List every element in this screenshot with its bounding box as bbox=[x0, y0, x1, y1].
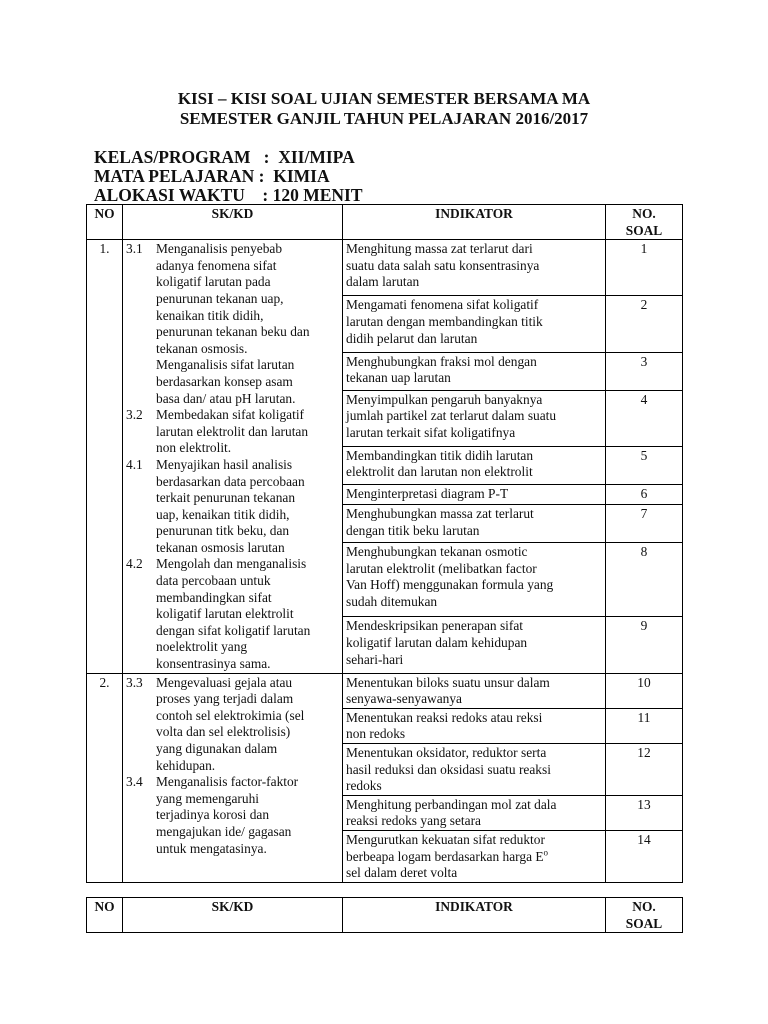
header-skkd: SK/KD bbox=[123, 898, 343, 933]
header-skkd: SK/KD bbox=[123, 205, 343, 240]
document-title: KISI – KISI SOAL UJIAN SEMESTER BERSAMA MA bbox=[177, 89, 591, 108]
kisi-kisi-table-continued bbox=[86, 897, 683, 933]
skkd-text: Mengolah dan menganalisis data percobaan untuk membandingkan sifat koligatif larutan elektrolit dengan sifat koligatif larutan noelektrolit yang konsentrasinya sama. bbox=[156, 556, 311, 672]
skkd-cell bbox=[123, 673, 343, 882]
skkd-number: 4.1 bbox=[126, 456, 143, 472]
header-no: NO bbox=[87, 205, 123, 240]
skkd-cell bbox=[123, 240, 343, 673]
skkd-item bbox=[126, 407, 339, 457]
indikator-cell: Menghitung massa zat terlarut dari suatu data salah satu konsentrasinya dalam larutan bbox=[343, 240, 606, 296]
indikator-cell: Menghitung perbandingan mol zat dala reaksi redoks yang setara bbox=[343, 795, 606, 830]
soal-number: 9 bbox=[606, 617, 683, 673]
table-header-row bbox=[87, 898, 683, 933]
indikator-cell: Menginterpretasi diagram P-T bbox=[343, 484, 606, 504]
soal-number: 4 bbox=[606, 390, 683, 446]
skkd-number: 3.3 bbox=[126, 674, 143, 690]
document-subtitle: SEMESTER GANJIL TAHUN PELAJARAN 2016/2017 bbox=[179, 109, 589, 128]
soal-number: 5 bbox=[606, 446, 683, 484]
table-header-row bbox=[87, 205, 683, 240]
skkd-item bbox=[126, 675, 339, 775]
soal-number: 12 bbox=[606, 744, 683, 796]
skkd-text: Membedakan sifat koligatif larutan elektrolit dan larutan non elektrolit. bbox=[156, 407, 309, 456]
indikator-cell: Menghubungkan fraksi mol dengan tekanan uap larutan bbox=[343, 352, 606, 390]
group-number: 2. bbox=[87, 673, 123, 882]
indikator-cell: Membandingkan titik didih larutan elektrolit dan larutan non elektrolit bbox=[343, 446, 606, 484]
skkd-number: 3.1 bbox=[126, 241, 143, 257]
skkd-number: 4.2 bbox=[126, 556, 143, 572]
soal-number: 1 bbox=[606, 240, 683, 296]
soal-number: 14 bbox=[606, 830, 683, 882]
skkd-item bbox=[126, 556, 339, 672]
indikator-cell: Menyimpulkan pengaruh banyaknya jumlah partikel zat terlarut dalam suatu larutan terkait sifat koligatifnya bbox=[343, 390, 606, 446]
table-row bbox=[87, 673, 683, 708]
indikator-cell: Mendeskripsikan penerapan sifat koligatif larutan dalam kehidupan sehari-hari bbox=[343, 617, 606, 673]
kisi-kisi-table bbox=[86, 204, 683, 883]
soal-number: 8 bbox=[606, 543, 683, 617]
skkd-number: 3.2 bbox=[126, 407, 143, 423]
soal-number: 6 bbox=[606, 484, 683, 504]
soal-number: 11 bbox=[606, 708, 683, 743]
soal-number: 10 bbox=[606, 673, 683, 708]
table-row bbox=[87, 240, 683, 296]
soal-number: 2 bbox=[606, 296, 683, 352]
soal-number: 3 bbox=[606, 352, 683, 390]
skkd-item bbox=[126, 774, 339, 857]
indikator-cell: Menentukan biloks suatu unsur dalam senyawa-senyawanya bbox=[343, 673, 606, 708]
indikator-text: sel dalam deret volta bbox=[346, 865, 458, 881]
skkd-number: 3.4 bbox=[126, 774, 143, 790]
indikator-cell bbox=[343, 830, 606, 882]
indikator-cell: Menentukan oksidator, reduktor serta hasil reduksi dan oksidasi suatu reaksi redoks bbox=[343, 744, 606, 796]
indikator-cell: Menghubungkan massa zat terlarut dengan titik beku larutan bbox=[343, 505, 606, 543]
kelas-program: KELAS/PROGRAM : XII/MIPA bbox=[94, 147, 355, 167]
soal-number: 7 bbox=[606, 505, 683, 543]
group-number: 1. bbox=[87, 240, 123, 673]
header-no: NO bbox=[87, 898, 123, 933]
skkd-text: Mengevaluasi gejala atau proses yang terjadi dalam contoh sel elektrokimia (sel volta dan sel elektrolisis) yang digunakan dalam kehidupan. bbox=[156, 674, 305, 773]
header-no-soal: NO. SOAL bbox=[606, 205, 683, 240]
soal-number: 13 bbox=[606, 795, 683, 830]
skkd-text: Menganalisis factor-faktor yang memengaruhi terjadinya korosi dan mengajukan ide/ gagasan untuk mengatasinya. bbox=[156, 774, 299, 856]
indikator-cell: Menghubungkan tekanan osmotic larutan elektrolit (melibatkan factor Van Hoff) menggunakan formula yang sudah ditemukan bbox=[343, 543, 606, 617]
skkd-text: Menganalisis penyebab adanya fenomena sifat koligatif larutan pada penurunan tekanan uap, kenaikan titik didih, penurunan tekanan beku dan tekanan osmosis. Menganalisis sifat larutan berdasarkan konsep asam basa dan/ atau pH larutan. bbox=[156, 241, 310, 406]
superscript-text: o bbox=[543, 847, 549, 858]
indikator-text: Mengurutkan kekuatan sifat reduktor berbeapa logam berdasarkan harga E bbox=[346, 831, 545, 864]
alokasi-waktu: ALOKASI WAKTU : 120 MENIT bbox=[94, 185, 363, 205]
header-indikator: INDIKATOR bbox=[343, 898, 606, 933]
indikator-cell: Menentukan reaksi redoks atau reksi non redoks bbox=[343, 708, 606, 743]
indikator-cell: Mengamati fenomena sifat koligatif larutan dengan membandingkan titik didih pelarut dan larutan bbox=[343, 296, 606, 352]
skkd-item bbox=[126, 457, 339, 557]
header-indikator: INDIKATOR bbox=[343, 205, 606, 240]
skkd-item bbox=[126, 241, 339, 407]
header-no-soal: NO. SOAL bbox=[606, 898, 683, 933]
mata-pelajaran: MATA PELAJARAN : KIMIA bbox=[94, 166, 330, 186]
skkd-text: Menyajikan hasil analisis berdasarkan data percobaan terkait penurunan tekanan uap, kenaikan titik didih, penurunan titk beku, dan tekanan osmosis larutan bbox=[156, 456, 305, 555]
